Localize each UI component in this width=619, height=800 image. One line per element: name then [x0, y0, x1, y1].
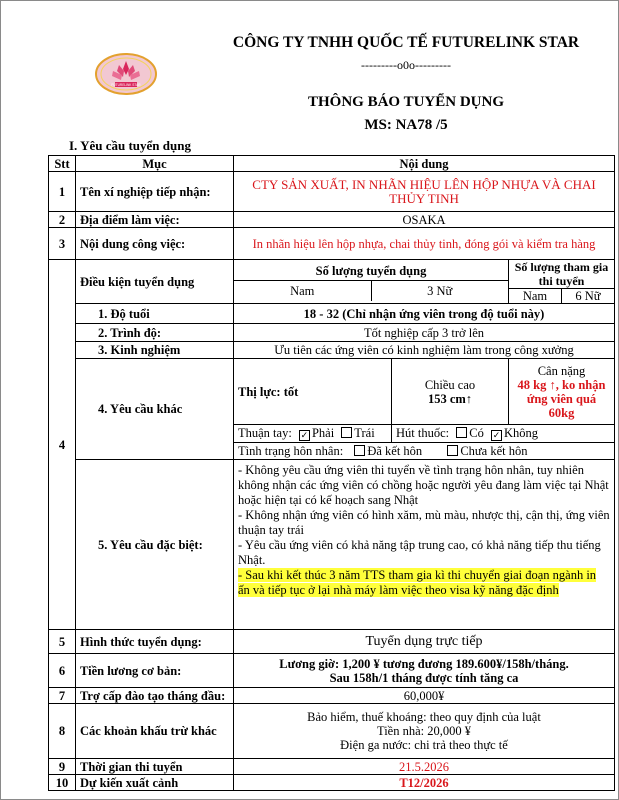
marital-status: Tình trạng hôn nhân: Đã kết hôn Chưa kết hôn	[234, 443, 615, 460]
table-header-row	[49, 156, 615, 172]
checkbox-icon	[341, 427, 352, 438]
checkbox-icon	[456, 427, 467, 438]
height-cell: Chiều cao 153 cm↑	[392, 359, 509, 425]
company-receiving: CTY SẢN XUẤT, IN NHÃN HIỆU LÊN HỘP NHỰA VÀ CHAI THỦY TINH	[234, 172, 615, 212]
requirements-table	[48, 155, 615, 791]
salary: Lương giờ: 1,200 ¥ tương đương 189.600¥/158h/tháng. Sau 158h/1 tháng được tính tăng ca	[234, 654, 615, 688]
section-title: I. Yêu cầu tuyển dụng	[69, 138, 191, 153]
table-row: 4. Yêu cầu khác Thị lực: tốt Chiều cao 153 cm↑ Cân nặng 48 kg ↑, ko nhận ứng viên quá 60kg	[49, 359, 615, 425]
notice-title: THÔNG BÁO TUYỂN DỤNG	[308, 94, 504, 110]
company-name: CÔNG TY TNHH QUỐC TẾ FUTURELINK STAR	[232, 34, 580, 51]
table-row: 5 Hình thức tuyển dụng: Tuyển dụng trực tiếp	[49, 630, 615, 654]
highlighted-note: - Sau khi kết thúc 3 năm TTS tham gia kì thi chuyển giai đoạn ngành in ấn và tiếp tục ở lại nhà máy làm việc theo visa kỹ năng đặc định	[238, 568, 597, 597]
checked-box-icon: ✓	[492, 430, 501, 440]
header-stt: Stt	[49, 156, 76, 172]
checked-box-icon: ✓	[300, 430, 309, 440]
education-value: Tốt nghiệp cấp 3 trở lên	[234, 324, 615, 342]
recruit-form: Tuyển dụng trực tiếp	[234, 630, 615, 654]
weight-cell: Cân nặng 48 kg ↑, ko nhận ứng viên quá 60kg	[509, 359, 615, 425]
special-requirements: - Không yêu cầu ứng viên thi tuyển về tình trạng hôn nhân, tuy nhiên không nhận các ứng viên có chồng hoặc người yêu đang làm việc tại Nhật hoặc hiện tại có kế hoạch sang Nhật - Không nhận ứng viên có hình xăm, mù màu, nhược thị, cận thị, ứng viên thuận tay trái - Yêu cầu ứng viên có khả năng tập trung cao, có khả năng tiếp thu tiếng Nhật. - Sau khi kết thúc 3 năm TTS tham gia kì thi chuyển giai đoạn ngành in ấn và tiếp tục ở lại nhà máy làm việc theo visa kỹ năng đặc định	[234, 460, 615, 630]
table-row: 10 Dự kiến xuất cảnh T12/2026	[49, 775, 615, 791]
table-row: 3 Nội dung công việc: In nhãn hiệu lên hộp nhựa, chai thủy tinh, đóng gói và kiểm tra hàng	[49, 228, 615, 260]
age-value: 18 - 32 (Chỉ nhận ứng viên trong độ tuổi này)	[234, 304, 615, 324]
job-content: In nhãn hiệu lên hộp nhựa, chai thủy tinh, đóng gói và kiểm tra hàng	[234, 228, 615, 260]
table-row: 7 Trợ cấp đào tạo tháng đầu: 60,000¥	[49, 688, 615, 704]
table-row: 2 Địa điểm làm việc: OSAKA	[49, 212, 615, 228]
departure-date: T12/2026	[234, 775, 615, 791]
svg-text:FUTURELINK STAR: FUTURELINK STAR	[111, 83, 141, 87]
work-location: OSAKA	[234, 212, 615, 228]
header-noidung: Nội dung	[234, 156, 615, 172]
smoking: Hút thuốc: Có ✓ Không	[392, 425, 615, 443]
handedness: Thuận tay: ✓ Phải Trái	[234, 425, 392, 443]
checkbox-icon	[354, 445, 365, 456]
table-row: 5. Yêu cầu đặc biệt: - Không yêu cầu ứng viên thi tuyển về tình trạng hôn nhân, tuy nhiên không nhận các ứng viên có chồng hoặc người yêu đang làm việc tại Nhật hoặc hiện tại có kế hoạch sang Nhật - Không nhận ứng viên có hình xăm, mù màu, nhược thị, cận thị, ứng viên thuận tay trái - Yêu cầu ứng viên có khả năng tập trung cao, có khả năng tiếp thu tiếng Nhật. - Sau khi kết thúc 3 năm TTS tham gia kì thi chuyển giai đoạn ngành in ấn và tiếp tục ở lại nhà máy làm việc theo visa kỹ năng đặc định	[49, 460, 615, 630]
table-row: 4 Điều kiện tuyển dụng Số lượng tuyển dụng Nam 3 Nữ Số lượng tham gia thi tuyển Nam 6 Nữ	[49, 260, 615, 304]
experience-value: Ưu tiên các ứng viên có kinh nghiệm làm trong công xưởng	[234, 342, 615, 359]
eyesight: Thị lực: tốt	[234, 359, 392, 425]
table-row: 3. Kinh nghiệm Ưu tiên các ứng viên có kinh nghiệm làm trong công xưởng	[49, 342, 615, 359]
training-allowance: 60,000¥	[234, 688, 615, 704]
table-row: 6 Tiền lương cơ bản: Lương giờ: 1,200 ¥ tương đương 189.600¥/158h/tháng. Sau 158h/1 tháng được tính tăng ca	[49, 654, 615, 688]
notice-code: MS: NA78 /5	[364, 117, 448, 133]
table-row: 1 Tên xí nghiệp tiếp nhận: CTY SẢN XUẤT, IN NHÃN HIỆU LÊN HỘP NHỰA VÀ CHAI THỦY TINH	[49, 172, 615, 212]
deductions: Bảo hiểm, thuế khoáng: theo quy định của luật Tiền nhà: 20,000 ¥ Điện ga nước: chi trả theo thực tế	[234, 704, 615, 759]
table-row: 9 Thời gian thi tuyển 21.5.2026	[49, 759, 615, 775]
table-row: 8 Các khoản khấu trừ khác Bảo hiểm, thuế khoáng: theo quy định của luật Tiền nhà: 20,000 ¥ Điện ga nước: chi trả theo thực tế	[49, 704, 615, 759]
table-row: 1. Độ tuổi 18 - 32 (Chỉ nhận ứng viên trong độ tuổi này)	[49, 304, 615, 324]
separator: ---------o0o---------	[361, 58, 451, 72]
company-logo	[95, 53, 157, 95]
checkbox-icon	[447, 445, 458, 456]
header-muc: Mục	[76, 156, 234, 172]
table-row: 2. Trình độ: Tốt nghiệp cấp 3 trở lên	[49, 324, 615, 342]
exam-date: 21.5.2026	[234, 759, 615, 775]
